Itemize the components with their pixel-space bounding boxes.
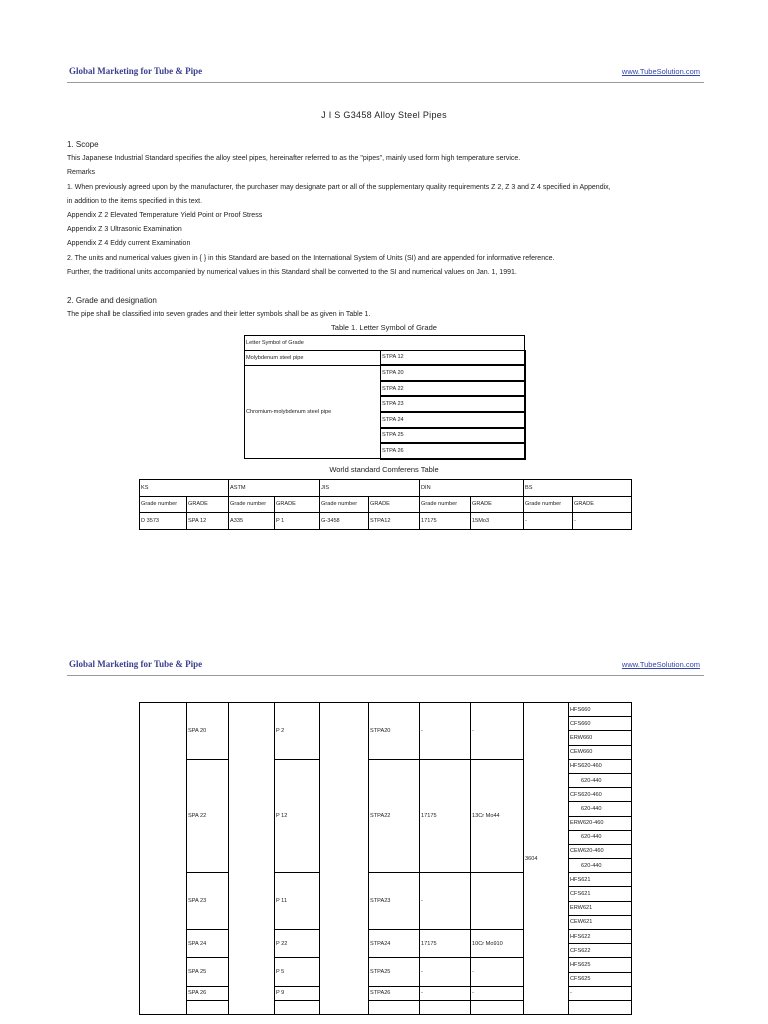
- table-cell: STPA20: [369, 703, 420, 760]
- standard-astm-header: ASTM: [229, 480, 320, 497]
- header-brand: Global Marketing for Tube & Pipe: [69, 659, 203, 669]
- world-standard-table-continued: [139, 702, 632, 1015]
- subheader-cell: Grade number: [320, 496, 369, 513]
- table-cell: SPA 24: [187, 930, 229, 958]
- table-cell: A335: [229, 513, 275, 530]
- table-cell: CFS620-460: [569, 788, 632, 802]
- header-url-link[interactable]: www.TubeSolution.com: [621, 660, 700, 669]
- table-cell: P 12: [275, 759, 320, 873]
- table-cell: -: [420, 703, 471, 760]
- scope-section: [67, 138, 707, 280]
- table-cell: 620-440: [569, 773, 632, 787]
- table-cell: 17175: [420, 513, 471, 530]
- grade-symbol-cell: STPA 24: [381, 412, 525, 428]
- grade-symbol-cell: STPA 23: [381, 396, 525, 412]
- table-cell: CFS625: [569, 972, 632, 986]
- scope-line: 1. When previously agreed upon by the manufacturer, the purchaser may designate part or all of the supplementary quality requirements Z 2, Z 3 and Z 4 specified in Appendix,: [67, 183, 611, 191]
- page-header: [67, 64, 704, 83]
- table-cell: P 2: [275, 703, 320, 760]
- bs-number-cell: 3604: [524, 703, 569, 1015]
- table-cell: -: [573, 513, 632, 530]
- table-cell: STPA26: [369, 986, 420, 1000]
- table2-caption: World standard Comferens Table: [329, 465, 439, 474]
- scope-heading: 1. Scope: [67, 140, 99, 149]
- subheader-cell: Grade number: [229, 496, 275, 513]
- astm-number-cell: [229, 703, 275, 1015]
- subheader-cell: GRADE: [471, 496, 524, 513]
- table-cell: STPA23: [369, 873, 420, 930]
- grade-symbol-cell: STPA 25: [381, 428, 525, 444]
- table-cell: [187, 1000, 229, 1014]
- subheader-cell: Grade number: [420, 496, 471, 513]
- table-cell: -: [471, 986, 524, 1000]
- grade-kind-cell: Molybdenum steel pipe: [245, 350, 381, 365]
- table-row: [140, 513, 632, 530]
- subheader-cell: Grade number: [140, 496, 187, 513]
- scope-line: in addition to the items specified in this text.: [67, 197, 203, 205]
- standard-bs-header: BS: [524, 480, 632, 497]
- table-cell: CEW621: [569, 915, 632, 929]
- table-cell: [369, 1000, 420, 1014]
- table1-caption: Table 1. Letter Symbol of Grade: [331, 323, 437, 332]
- table-cell: [569, 1000, 632, 1014]
- table-cell: -: [471, 958, 524, 986]
- table-cell: 620-440: [569, 802, 632, 816]
- standard-ks-header: KS: [140, 480, 229, 497]
- table-cell: P 11: [275, 873, 320, 930]
- table-cell: [471, 1000, 524, 1014]
- table-cell: HFS660: [569, 703, 632, 717]
- scope-line: Appendix Z 3 Ultrasonic Examination: [67, 226, 182, 234]
- table-cell: SPA 23: [187, 873, 229, 930]
- grade-section: [67, 294, 707, 322]
- table-cell: SPA 12: [187, 513, 229, 530]
- table-cell: 620-440: [569, 830, 632, 844]
- table-cell: 17175: [420, 759, 471, 873]
- scope-line: Remarks: [67, 169, 96, 177]
- table-cell: [471, 873, 524, 930]
- table-cell: CEW620-460: [569, 844, 632, 858]
- table-cell: G-3458: [320, 513, 369, 530]
- table-cell: 13Cr Mo44: [471, 759, 524, 873]
- standard-jis-header: JIS: [320, 480, 420, 497]
- table-cell: SPA 26: [187, 986, 229, 1000]
- scope-line: 2. The units and numerical values given in { } in this Standard are based on the International System of Units (SI) and are appended for informative reference.: [67, 254, 555, 262]
- grade-symbol-cell: STPA 20: [381, 365, 525, 381]
- table-cell: SPA 22: [187, 759, 229, 873]
- grade-symbol-cell: STPA 26: [381, 443, 525, 459]
- table-cell: 15Mo3: [471, 513, 524, 530]
- table-cell: 17175: [420, 930, 471, 958]
- table-cell: P 9: [275, 986, 320, 1000]
- subheader-cell: Grade number: [524, 496, 573, 513]
- header-url-link[interactable]: www.TubeSolution.com: [621, 67, 700, 76]
- table-cell: 620-440: [569, 859, 632, 873]
- subheader-cell: GRADE: [369, 496, 420, 513]
- subheader-cell: GRADE: [275, 496, 320, 513]
- ks-number-cell: [140, 703, 187, 1015]
- table-cell: P 22: [275, 930, 320, 958]
- table-cell: ERW621: [569, 901, 632, 915]
- scope-line: Appendix Z 2 Elevated Temperature Yield Point or Proof Stress: [67, 212, 263, 220]
- table-cell: -: [524, 513, 573, 530]
- standard-din-header: DIN: [420, 480, 524, 497]
- grade-heading: 2. Grade and designation: [67, 296, 157, 305]
- table-cell: -: [420, 986, 471, 1000]
- table-cell: -: [420, 958, 471, 986]
- grade-symbol-cell: STPA 12: [381, 350, 525, 365]
- table-cell: CEW660: [569, 745, 632, 759]
- table-cell: CFS621: [569, 887, 632, 901]
- table-cell: CFS660: [569, 717, 632, 731]
- subheader-cell: GRADE: [573, 496, 632, 513]
- table-cell: ERW620-460: [569, 816, 632, 830]
- table-cell: ERW660: [569, 731, 632, 745]
- document-title: J I S G3458 Alloy Steel Pipes: [321, 110, 447, 120]
- table-cell: HFS621: [569, 873, 632, 887]
- jis-number-cell: [320, 703, 369, 1015]
- grade-symbol-cell: STPA 22: [381, 381, 525, 397]
- table-cell: 10Cr Mo910: [471, 930, 524, 958]
- table1-header: Letter Symbol of Grade: [245, 336, 525, 351]
- bs-number-cell: -: [569, 986, 632, 1000]
- grade-kind-cell: Chromium-molybdenum steel pipe: [245, 365, 381, 459]
- table-cell: HFS622: [569, 930, 632, 944]
- table-cell: [420, 1000, 471, 1014]
- table-cell: D 3573: [140, 513, 187, 530]
- subheader-cell: GRADE: [187, 496, 229, 513]
- table-cell: STPA12: [369, 513, 420, 530]
- table-cell: CFS622: [569, 944, 632, 958]
- table-cell: STPA24: [369, 930, 420, 958]
- table-cell: [275, 1000, 320, 1014]
- world-standard-table: [139, 479, 632, 530]
- table-cell: -: [471, 703, 524, 760]
- grade-text: The pipe shall be classified into seven grades and their letter symbols shall be as given in Table 1.: [67, 311, 371, 319]
- table-cell: STPA25: [369, 958, 420, 986]
- table-cell: SPA 20: [187, 703, 229, 760]
- scope-line: This Japanese Industrial Standard specifies the alloy steel pipes, hereinafter referred to as the "pipes", mainly used form high temperature service.: [67, 155, 521, 163]
- table-cell: -: [420, 873, 471, 930]
- scope-line: Further, the traditional units accompanied by numerical values in this Standard shall be converted to the SI and numerical values on Jan. 1, 1991.: [67, 268, 517, 276]
- table-cell: SPA 25: [187, 958, 229, 986]
- table-cell: STPA22: [369, 759, 420, 873]
- header-brand: Global Marketing for Tube & Pipe: [69, 66, 203, 76]
- page-header: [67, 657, 704, 676]
- letter-symbol-table: [244, 335, 526, 460]
- table-cell: HFS625: [569, 958, 632, 972]
- scope-line: Appendix Z 4 Eddy current Examination: [67, 240, 191, 248]
- table-cell: P 5: [275, 958, 320, 986]
- table-cell: P 1: [275, 513, 320, 530]
- table-cell: HFS620-460: [569, 759, 632, 773]
